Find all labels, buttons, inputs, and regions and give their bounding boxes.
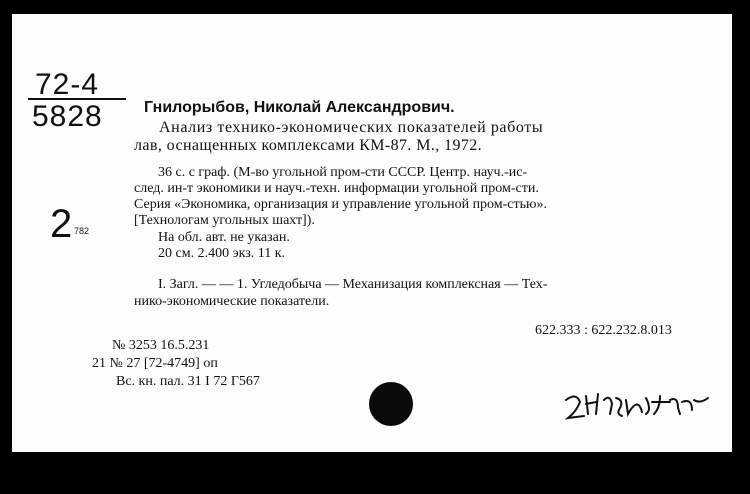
udc-classification: 622.333 : 622.232.8.013	[535, 323, 672, 338]
copy-mark-small: 782	[74, 226, 90, 236]
handwritten-signature	[560, 386, 720, 426]
card-punch-hole	[369, 382, 413, 426]
bibliographic-note: [Технологам угольных шахт]).	[134, 213, 315, 228]
inventory-line: Вс. кн. пал. 31 I 72 Г567	[116, 374, 260, 389]
copy-mark-number: 2	[50, 202, 73, 246]
inventory-line: 21 № 27 [72-4749] оп	[92, 356, 218, 371]
bibliographic-note: след. ин-т экономики и науч.-техн. информации угольной пром-сти.	[134, 181, 539, 196]
catalog-card	[12, 14, 732, 452]
inventory-line: № 3253 16.5.231	[112, 338, 210, 353]
call-number-bottom: 5828	[32, 100, 103, 133]
title-line: лав, оснащенных комплексами КМ-87. М., 1972.	[134, 137, 483, 154]
title-line: Анализ технико-экономических показателей работы	[159, 119, 544, 136]
bibliographic-note: 20 см. 2.400 экз. 11 к.	[158, 246, 286, 261]
bibliographic-note: Серия «Экономика, организация и управление угольной пром-стью».	[134, 197, 547, 212]
call-number-top: 72-4	[35, 68, 100, 101]
bibliographic-note: 36 с. с граф. (М-во угольной пром-сти СССР. Центр. науч.-ис-	[158, 165, 528, 180]
subject-headings: I. Загл. — — 1. Угледобыча — Механизация комплексная — Тех-	[158, 277, 548, 292]
bibliographic-note: На обл. авт. не указан.	[158, 230, 290, 245]
subject-headings: нико-экономические показатели.	[134, 294, 330, 309]
author-heading: Гнилорыбов, Николай Александрович.	[144, 99, 455, 116]
